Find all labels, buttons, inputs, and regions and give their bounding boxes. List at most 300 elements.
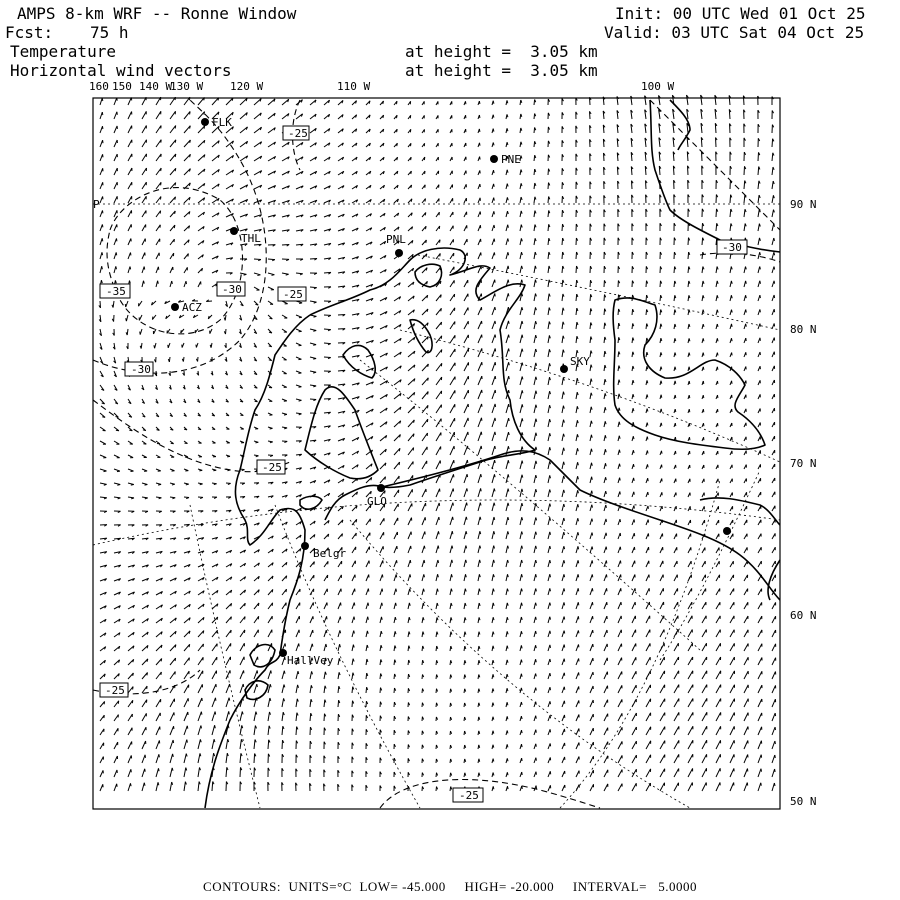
wind-vector-head <box>536 518 537 521</box>
wind-vector <box>156 727 160 735</box>
wind-vector <box>128 755 131 763</box>
wind-vector <box>100 140 103 147</box>
wind-vector <box>114 728 118 735</box>
wind-vector <box>772 224 774 231</box>
wind-vector-head <box>509 376 510 379</box>
wind-vector-head <box>675 395 676 398</box>
wind-vector <box>450 531 452 539</box>
wind-vector <box>422 489 426 497</box>
wind-vector-head <box>550 377 551 380</box>
wind-vector <box>562 504 564 511</box>
wind-vector <box>576 743 579 750</box>
wind-vector-head <box>661 338 662 341</box>
wind-vector <box>366 547 370 553</box>
wind-vector-head <box>592 519 593 522</box>
wind-vector <box>716 685 721 693</box>
wind-vector-head <box>495 446 496 449</box>
wind-vector <box>758 195 759 203</box>
wind-vector <box>520 266 522 273</box>
wind-vector <box>660 741 665 749</box>
wind-vector <box>688 588 692 595</box>
wind-vector <box>506 531 508 539</box>
wind-vector <box>674 657 679 665</box>
wind-vector <box>772 685 776 693</box>
wind-vector <box>744 575 748 581</box>
wind-vector <box>688 630 692 638</box>
wind-vector <box>492 560 494 567</box>
wind-vector-head <box>507 184 508 187</box>
station-acz <box>171 301 202 314</box>
wind-vector-head <box>592 505 593 508</box>
wind-vector <box>576 560 578 567</box>
wind-vector-head <box>102 238 103 241</box>
wind-vector-head <box>172 281 173 284</box>
wind-vector <box>590 728 593 735</box>
wind-vector <box>254 603 259 609</box>
wind-vector-head <box>203 631 204 634</box>
wind-vector <box>380 560 383 567</box>
wind-vector <box>268 726 269 735</box>
wind-vector <box>646 630 650 637</box>
wind-vector-head <box>675 338 676 341</box>
wind-vector-head <box>521 183 522 186</box>
wind-vector <box>296 671 298 679</box>
wind-vector <box>142 783 144 791</box>
wind-vector <box>142 111 146 119</box>
wind-vector <box>282 726 283 735</box>
wind-vector-head <box>479 589 480 592</box>
wind-vector-head <box>522 772 523 775</box>
wind-vector <box>422 309 428 315</box>
wind-vector-head <box>592 491 593 494</box>
wind-vector-head <box>536 688 537 691</box>
wind-vector-head <box>564 532 565 535</box>
wind-vector-head <box>397 115 398 118</box>
svg-text:HallVey: HallVey <box>287 654 334 667</box>
wind-vector <box>436 489 440 497</box>
wind-vector <box>548 335 549 343</box>
wind-vector-head <box>536 307 537 310</box>
wind-vector-head <box>481 432 482 435</box>
wind-vector-head <box>550 433 551 436</box>
wind-vector <box>254 712 256 721</box>
wind-vector-head <box>480 143 481 146</box>
wind-vector <box>478 390 482 399</box>
wind-vector-head <box>521 170 522 173</box>
wind-vector <box>366 533 370 539</box>
wind-vector <box>772 783 774 791</box>
wind-vector <box>394 532 397 539</box>
wind-vector-head <box>382 617 383 620</box>
wind-vector-head <box>536 532 537 535</box>
contour-label <box>100 284 130 298</box>
wind-vector-head <box>507 631 508 634</box>
wind-vector <box>408 489 412 497</box>
wind-vector <box>436 546 438 553</box>
wind-vector <box>576 644 579 651</box>
wind-vector <box>548 433 550 441</box>
wind-vector <box>128 126 132 133</box>
wind-vector-head <box>689 324 690 327</box>
wind-vector-head <box>326 644 327 647</box>
wind-vector <box>744 224 745 232</box>
wind-vector <box>184 754 186 763</box>
wind-vector <box>114 770 117 777</box>
wind-vector <box>772 210 774 217</box>
wind-vector <box>282 603 286 609</box>
wind-vector-head <box>494 489 495 492</box>
wind-vector <box>240 753 241 763</box>
wind-vector <box>156 672 161 679</box>
wind-vector-head <box>200 739 201 742</box>
wind-vector <box>394 560 397 567</box>
wind-vector <box>240 684 243 693</box>
wind-vector <box>618 741 622 749</box>
wind-vector <box>282 712 283 721</box>
wind-vector-head <box>451 603 452 606</box>
wind-vector <box>534 280 535 287</box>
wind-vector-head <box>549 294 550 297</box>
wind-vector <box>492 574 493 581</box>
wind-vector-head <box>661 367 662 370</box>
wind-vector <box>520 390 522 399</box>
wind-vector <box>590 574 592 581</box>
wind-vector <box>100 182 103 189</box>
wind-vector-head <box>342 534 343 537</box>
wind-vector <box>464 474 467 483</box>
wind-vector <box>282 589 287 595</box>
wind-vector-head <box>717 310 718 313</box>
wind-vector-head <box>411 199 412 202</box>
wind-vector <box>548 363 550 371</box>
wind-vector-head <box>619 394 620 397</box>
wind-vector <box>660 755 665 763</box>
wind-vector <box>128 714 132 721</box>
wind-vector-head <box>509 362 510 365</box>
wind-vector <box>618 602 621 609</box>
wind-vector-head <box>761 783 762 786</box>
wind-vector <box>464 362 469 371</box>
wind-vector <box>142 673 148 680</box>
wind-vector <box>716 643 721 651</box>
wind-vector <box>716 602 720 609</box>
wind-vector-head <box>717 281 718 284</box>
wind-vector-head <box>507 758 508 761</box>
wind-vector-head <box>465 689 466 692</box>
wind-vector <box>212 657 217 665</box>
wind-vector <box>240 98 247 105</box>
wind-vector <box>646 727 651 735</box>
wind-vector <box>156 740 159 749</box>
wind-vector <box>772 238 774 245</box>
wind-vector <box>436 336 442 343</box>
wind-vector-head <box>605 435 606 438</box>
wind-vector-head <box>480 157 481 160</box>
wind-vector-head <box>452 574 453 577</box>
wind-vector-head <box>550 419 551 422</box>
wind-vector <box>114 196 117 203</box>
wind-vector <box>604 770 608 777</box>
wind-vector-head <box>550 405 551 408</box>
wind-vector <box>492 307 495 315</box>
wind-vector <box>772 658 776 665</box>
wind-vector <box>142 700 147 707</box>
wind-vector <box>632 713 636 721</box>
wind-vector-head <box>535 238 536 241</box>
wind-vector-head <box>592 547 593 550</box>
wind-vector-head <box>423 632 424 635</box>
wind-vector <box>772 630 776 637</box>
wind-vector-head <box>339 672 340 675</box>
wind-vector <box>548 294 549 301</box>
svg-text:70 N: 70 N <box>790 457 817 470</box>
wind-vector <box>674 671 679 679</box>
wind-vector <box>478 404 482 413</box>
wind-vector <box>394 518 398 525</box>
wind-vector-head <box>410 574 411 577</box>
wind-vector <box>716 754 720 763</box>
field-height-temperature: at height = 3.05 km <box>405 42 598 61</box>
wind-vector <box>142 741 146 749</box>
wind-vector <box>688 740 693 749</box>
wind-vector-head <box>550 701 551 704</box>
wind-vector-head <box>465 745 466 748</box>
wind-vector <box>156 645 162 651</box>
wind-vector-head <box>140 332 141 335</box>
wind-vector <box>758 671 762 679</box>
wind-vector-head <box>270 428 273 429</box>
wind-vector-head <box>172 484 175 485</box>
wind-vector <box>464 503 467 511</box>
wind-vector-head <box>717 338 718 341</box>
wind-vector <box>324 714 325 721</box>
wind-vector <box>478 348 482 357</box>
wind-vector <box>604 672 607 679</box>
wind-vector <box>506 349 509 358</box>
wind-vector-head <box>578 490 579 493</box>
wind-vector-head <box>745 224 746 227</box>
wind-vector <box>660 602 664 609</box>
wind-vector-head <box>465 717 466 720</box>
wind-vector <box>142 686 147 693</box>
wind-vector <box>688 685 693 693</box>
wind-vector <box>744 616 748 623</box>
wind-vector-head <box>606 519 607 522</box>
wind-vector-head <box>131 485 134 486</box>
wind-vector <box>758 769 761 777</box>
wind-vector <box>730 602 734 609</box>
wind-vector <box>114 224 117 231</box>
wind-vector <box>240 113 247 120</box>
wind-vector <box>660 727 665 735</box>
wind-vector-head <box>409 646 410 649</box>
wind-vector <box>674 769 679 778</box>
wind-vector <box>534 433 536 441</box>
wind-vector <box>100 168 103 175</box>
wind-vector-head <box>217 617 218 620</box>
wind-vector-head <box>760 252 761 255</box>
wind-vector <box>198 126 205 133</box>
wind-vector <box>716 657 721 665</box>
wind-vector-head <box>214 739 215 742</box>
wind-vector-head <box>493 603 494 606</box>
wind-vector <box>534 266 535 273</box>
wind-vector <box>100 483 107 484</box>
wind-vector <box>156 253 159 259</box>
wind-vector <box>142 225 146 232</box>
wind-vector <box>716 630 720 637</box>
wind-vector-head <box>507 772 508 775</box>
wind-vector-head <box>661 324 662 327</box>
wind-vector-head <box>161 659 162 662</box>
wind-vector-head <box>214 753 215 756</box>
wind-vector <box>576 672 579 679</box>
wind-vector <box>142 727 146 735</box>
wind-vector <box>632 741 636 749</box>
forecast-hour: 75 h <box>90 23 129 42</box>
wind-vector-head <box>536 674 537 677</box>
wind-vector-head <box>549 335 550 338</box>
wind-vector-head <box>131 783 132 786</box>
wind-vector-head <box>204 112 205 115</box>
wind-vector-head <box>214 484 217 485</box>
wind-vector <box>464 321 468 329</box>
wind-vector <box>114 168 117 175</box>
wind-vector <box>422 447 427 455</box>
wind-vector <box>422 546 424 553</box>
wind-vector-head <box>426 240 427 243</box>
wind-vector-head <box>465 703 466 706</box>
wind-vector <box>758 181 759 189</box>
wind-vector <box>534 363 536 371</box>
wind-vector <box>128 168 132 175</box>
wind-vector <box>142 140 147 147</box>
wind-vector-head <box>174 225 175 228</box>
wind-vector-head <box>479 646 480 649</box>
wind-vector-head <box>536 489 537 492</box>
wind-vector <box>534 321 536 329</box>
wind-vector <box>450 390 455 399</box>
wind-vector-head <box>271 671 272 674</box>
wind-vector <box>226 739 228 749</box>
wind-vector-head <box>633 408 634 411</box>
wind-vector-head <box>451 632 452 635</box>
wind-vector <box>212 644 217 651</box>
wind-vector <box>716 782 720 791</box>
wind-vector-head <box>480 546 481 549</box>
wind-vector <box>548 461 550 469</box>
wind-vector <box>548 349 549 357</box>
wind-vector-head <box>620 464 621 467</box>
wind-vector-head <box>313 359 316 360</box>
wind-vector <box>156 168 161 175</box>
wind-vector-head <box>494 531 495 534</box>
wind-vector-head <box>689 381 690 384</box>
wind-vector-head <box>466 560 467 563</box>
wind-vector <box>576 294 577 301</box>
wind-vector <box>100 224 102 231</box>
wind-vector <box>296 616 299 623</box>
wind-vector-head <box>563 336 564 339</box>
wind-vector <box>282 698 284 707</box>
wind-vector <box>310 685 311 693</box>
wind-vector-head <box>130 281 131 284</box>
wind-vector <box>450 460 454 469</box>
wind-vector <box>674 616 678 623</box>
wind-vector <box>296 727 297 735</box>
wind-vector-head <box>409 632 410 635</box>
wind-vector <box>716 671 721 679</box>
wind-vector <box>436 363 442 371</box>
wind-vector <box>702 602 706 609</box>
wind-vector <box>478 266 481 273</box>
wind-vector-head <box>522 390 523 393</box>
wind-vector <box>492 517 494 525</box>
wind-vector <box>240 643 244 651</box>
wind-vector <box>212 630 218 637</box>
wind-vector <box>240 630 245 637</box>
wind-vector <box>646 616 650 623</box>
wind-vector-head <box>479 689 480 692</box>
wind-vector <box>184 197 190 203</box>
wind-vector-head <box>410 589 411 592</box>
wind-vector <box>604 728 608 735</box>
wind-vector-head <box>563 392 564 395</box>
wind-vector <box>506 517 508 525</box>
wind-vector <box>156 182 161 189</box>
wind-vector-head <box>634 492 635 495</box>
wind-vector <box>758 741 761 749</box>
wind-vector <box>534 307 536 315</box>
wind-vector-head <box>591 435 592 438</box>
wind-vector <box>674 726 679 735</box>
wind-vector-head <box>428 378 429 381</box>
wind-vector <box>520 517 522 525</box>
wind-vector-head <box>385 491 386 494</box>
wind-vector <box>254 657 258 665</box>
wind-vector-head <box>451 617 452 620</box>
wind-vector <box>156 659 162 666</box>
wind-vector <box>506 560 508 567</box>
wind-vector <box>576 686 579 693</box>
wind-vector-head <box>144 281 145 284</box>
svg-text:-30: -30 <box>722 241 742 254</box>
wind-vector-head <box>494 503 495 506</box>
wind-vector <box>730 589 734 596</box>
svg-text:Belgr: Belgr <box>313 547 347 560</box>
wind-vector <box>100 757 103 763</box>
wind-vector <box>198 739 200 749</box>
wind-vector-head <box>313 345 316 346</box>
wind-vector <box>534 475 536 483</box>
wind-vector-head <box>550 588 551 591</box>
wind-vector-head <box>521 617 522 620</box>
wind-vector <box>744 699 748 707</box>
wind-vector <box>114 182 117 189</box>
init-time: Init: 00 UTC Wed 01 Oct 25 <box>615 4 866 23</box>
wind-vector <box>212 753 214 763</box>
wind-vector-head <box>126 318 127 321</box>
wind-vector-head <box>732 324 733 327</box>
wind-vector <box>548 280 549 287</box>
wind-vector <box>604 630 607 637</box>
wind-vector <box>338 589 341 595</box>
wind-vector <box>408 434 414 441</box>
wind-vector <box>338 630 340 637</box>
wind-vector <box>324 700 325 707</box>
wind-vector <box>128 182 132 189</box>
wind-vector <box>100 98 102 105</box>
